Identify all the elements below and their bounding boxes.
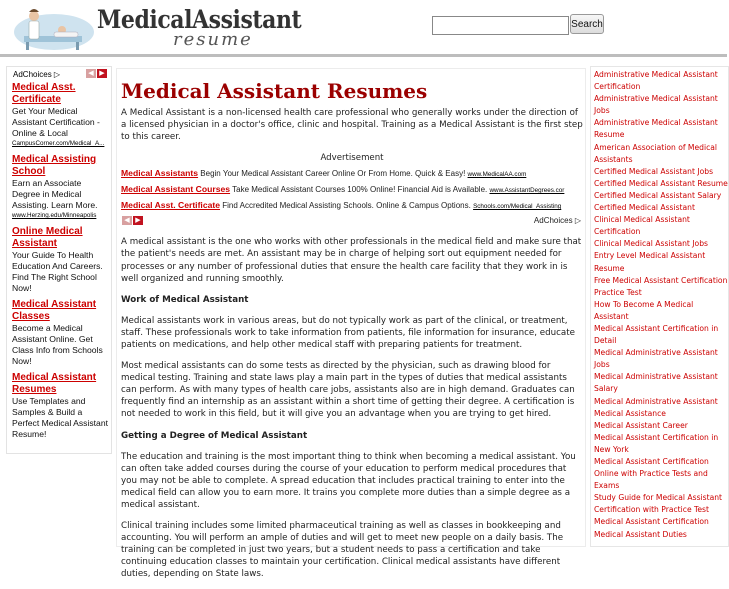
related-link[interactable]: Medical Assistant Duties bbox=[594, 529, 687, 539]
paragraph: The education and training is the most important thing to think when becoming a medical assistant. You can often take added courses during the course of your education to perform medical procedures that you may not be able to complete. A spread education that includes practical training to enter into the medical field can allow you to earn more. It trains you complete more duties than a simple degree as a medical assistant. bbox=[121, 451, 576, 510]
related-link[interactable]: Entry Level Medical Assistant Resume bbox=[594, 251, 706, 273]
related-link[interactable]: How To Become A Medical Assistant bbox=[594, 299, 694, 321]
left-ad-title[interactable]: Medical Assistant Classes bbox=[12, 299, 97, 322]
adchoices-icon: ▷ bbox=[53, 70, 61, 79]
left-ad-title[interactable]: Medical Assistant Resumes bbox=[12, 372, 97, 395]
sponsored-link-title[interactable]: Medical Assistants bbox=[121, 168, 199, 179]
section-heading: Getting a Degree of Medical Assistant bbox=[121, 430, 308, 441]
adchoices-label[interactable]: AdChoices ▷ bbox=[533, 216, 581, 226]
left-ad-title[interactable]: Online Medical Assistant bbox=[12, 226, 83, 249]
logo-subtitle: resume bbox=[173, 29, 253, 50]
related-link[interactable]: Free Medical Assistant Certification Practice Test bbox=[594, 275, 728, 297]
left-ad-column bbox=[6, 66, 112, 454]
related-link[interactable]: Administrative Medical Assistant Certification bbox=[594, 70, 718, 92]
sponsored-link-text: Take Medical Assistant Courses 100% Online! Financial Aid is Available. bbox=[232, 185, 488, 195]
site-header bbox=[0, 0, 727, 57]
intro-paragraph: A Medical Assistant is a non-licensed health care professional who generally works under the direction of a licensed physician in a doctor's office, clinic and hospital. Training as a Medical Assistant is the first step to this career. bbox=[121, 108, 583, 143]
sponsored-link-title[interactable]: Medical Assistant Courses bbox=[121, 184, 231, 195]
paragraph: A medical assistant is the one who works with other professionals in the medical field and make sure that the patient's needs are met. An assistant may be in charge of helping sort out equipment needed for processes or any number of professional duties that ensure the health care facility that they work in is well organized and running smoothly. bbox=[121, 237, 582, 284]
left-ad-title[interactable]: Medical Asst. Certificate bbox=[12, 82, 76, 105]
sponsored-link-url[interactable]: www.AssistantDegrees.cor bbox=[489, 187, 565, 195]
left-ad bbox=[12, 372, 110, 440]
sponsored-ad-bar bbox=[121, 214, 583, 227]
left-ad bbox=[12, 82, 110, 149]
related-link[interactable]: Certified Medical Assistant Salary bbox=[594, 190, 722, 200]
paragraph: Medical assistants work in various areas, but do not typically work as part of the clinical, or treatment, staff. These professionals work to take information from patients, file information for insurance, educate patients on medications, and help other medical staff with preparing patients for treatment. bbox=[121, 315, 575, 350]
next-arrow-icon[interactable]: ▶ bbox=[133, 216, 143, 225]
sponsored-link bbox=[121, 182, 583, 198]
related-link[interactable]: Administrative Medical Assistant Jobs bbox=[594, 94, 718, 116]
adchoices-label[interactable]: AdChoices ▷ bbox=[13, 70, 61, 79]
search-button[interactable]: Search bbox=[570, 14, 604, 34]
left-ad-text: Your Guide To Health Education And Careers. Find The Right School Now! bbox=[12, 250, 103, 293]
related-link[interactable]: Medical Assistant Certification in New York bbox=[594, 432, 719, 454]
related-link[interactable]: Medical Assistant Certification in Detail bbox=[594, 323, 719, 346]
sponsored-link bbox=[121, 198, 583, 214]
left-ad-title[interactable]: Medical Assisting School bbox=[12, 154, 97, 177]
page-title: Medical Assistant Resumes bbox=[121, 79, 428, 103]
previous-arrow-icon[interactable]: ◀ bbox=[122, 216, 132, 225]
related-link[interactable]: Medical Administrative Assistant Salary bbox=[594, 372, 718, 394]
left-ad bbox=[12, 154, 110, 221]
related-link[interactable]: Administrative Medical Assistant Resume bbox=[594, 118, 718, 140]
related-link[interactable]: Medical Administrative Assistant bbox=[594, 396, 718, 406]
paragraph: Most medical assistants can do some tests as directed by the physician, such as drawing blood for medical testing. Training and state laws play a main part in the types of duties that medical assistants can perform. As with many types of health care jobs, assistants also are in high demand. Graduates can frequently find an internship as an assistant within a short time of getting their degree. A certification is not needed to work in this field, but it will give you an advantage when you are trying to get hired. bbox=[121, 361, 575, 420]
right-link-column bbox=[590, 66, 729, 547]
left-ad-text: Become a Medical Assistant Online. Get Class Info from Schools Now! bbox=[12, 323, 103, 366]
sponsored-link-text: Find Accredited Medical Assisting Schools. Online & Campus Options. bbox=[222, 201, 471, 211]
left-ad-url[interactable]: www.Herzing.edu/Minneapolis bbox=[12, 212, 97, 219]
related-link[interactable]: Study Guide for Medical Assistant Certification with Practice Test bbox=[594, 493, 723, 515]
left-ad-text: Use Templates and Samples & Build a Perfect Medical Assistant Resume! bbox=[12, 396, 109, 439]
related-link[interactable]: Medical Administrative Assistant Jobs bbox=[594, 348, 718, 370]
sponsored-links bbox=[121, 166, 583, 214]
nurse-logo-image[interactable] bbox=[10, 6, 92, 50]
related-link[interactable]: American Association of Medical Assistants bbox=[594, 142, 718, 164]
main-content bbox=[116, 68, 586, 580]
logo-title[interactable]: MedicalAssistant bbox=[97, 5, 302, 34]
related-link[interactable]: Certified Medical Assistant Jobs bbox=[594, 166, 714, 176]
related-link[interactable]: Medical Assistant Certification Online with Practice Tests and Exams bbox=[594, 457, 709, 491]
sponsored-link-url[interactable]: Schools.com/Medical_Assisting bbox=[473, 203, 562, 211]
related-link[interactable]: Certified Medical Assistant Resume bbox=[594, 178, 728, 188]
related-link[interactable]: Medical Assistant Career bbox=[594, 420, 688, 430]
sponsored-link-url[interactable]: www.MedicalAA.com bbox=[467, 171, 527, 179]
sponsored-link-text: Begin Your Medical Assistant Career Online Or From Home. Quick & Easy! bbox=[200, 169, 466, 179]
section-heading: Work of Medical Assistant bbox=[121, 294, 249, 305]
related-link[interactable]: Certified Medical Assistant bbox=[594, 203, 695, 213]
related-link[interactable]: Clinical Medical Assistant Jobs bbox=[594, 239, 708, 249]
search-input[interactable] bbox=[432, 16, 569, 35]
paragraph: Clinical training includes some limited pharmaceutical training as well as classes in bookkeeping and accounting. You will perform an ample of duties and will get to meet new people on a daily basis. The training can be completed in just two years, but a student needs to pass a certification and take continuing education classes to maintain your certification. Clinical medical assistants have different duties, depending on State laws. bbox=[121, 520, 564, 580]
related-link[interactable]: Medical Assistance bbox=[594, 408, 666, 418]
sponsored-link-title[interactable]: Medical Asst. Certificate bbox=[121, 200, 221, 211]
left-ad bbox=[12, 226, 110, 294]
related-link[interactable]: Clinical Medical Assistant Certification bbox=[594, 215, 690, 237]
left-ad-text: Earn an Associate Degree in Medical Assisting. Learn More. bbox=[12, 178, 98, 210]
left-ad-text: Get Your Medical Assistant Certification - Online & Local bbox=[12, 106, 100, 138]
advertisement-label: Advertisement bbox=[320, 153, 384, 164]
sponsored-link bbox=[121, 166, 583, 182]
left-ad-url[interactable]: CampusCorner.com/Medical_A... bbox=[12, 140, 105, 147]
adchoices-icon: ▷ bbox=[574, 216, 581, 226]
left-ad bbox=[12, 299, 110, 367]
previous-arrow-icon[interactable]: ◀ bbox=[86, 69, 96, 78]
next-arrow-icon[interactable]: ▶ bbox=[97, 69, 107, 78]
related-link[interactable]: Medical Assistant Certification bbox=[594, 517, 709, 527]
